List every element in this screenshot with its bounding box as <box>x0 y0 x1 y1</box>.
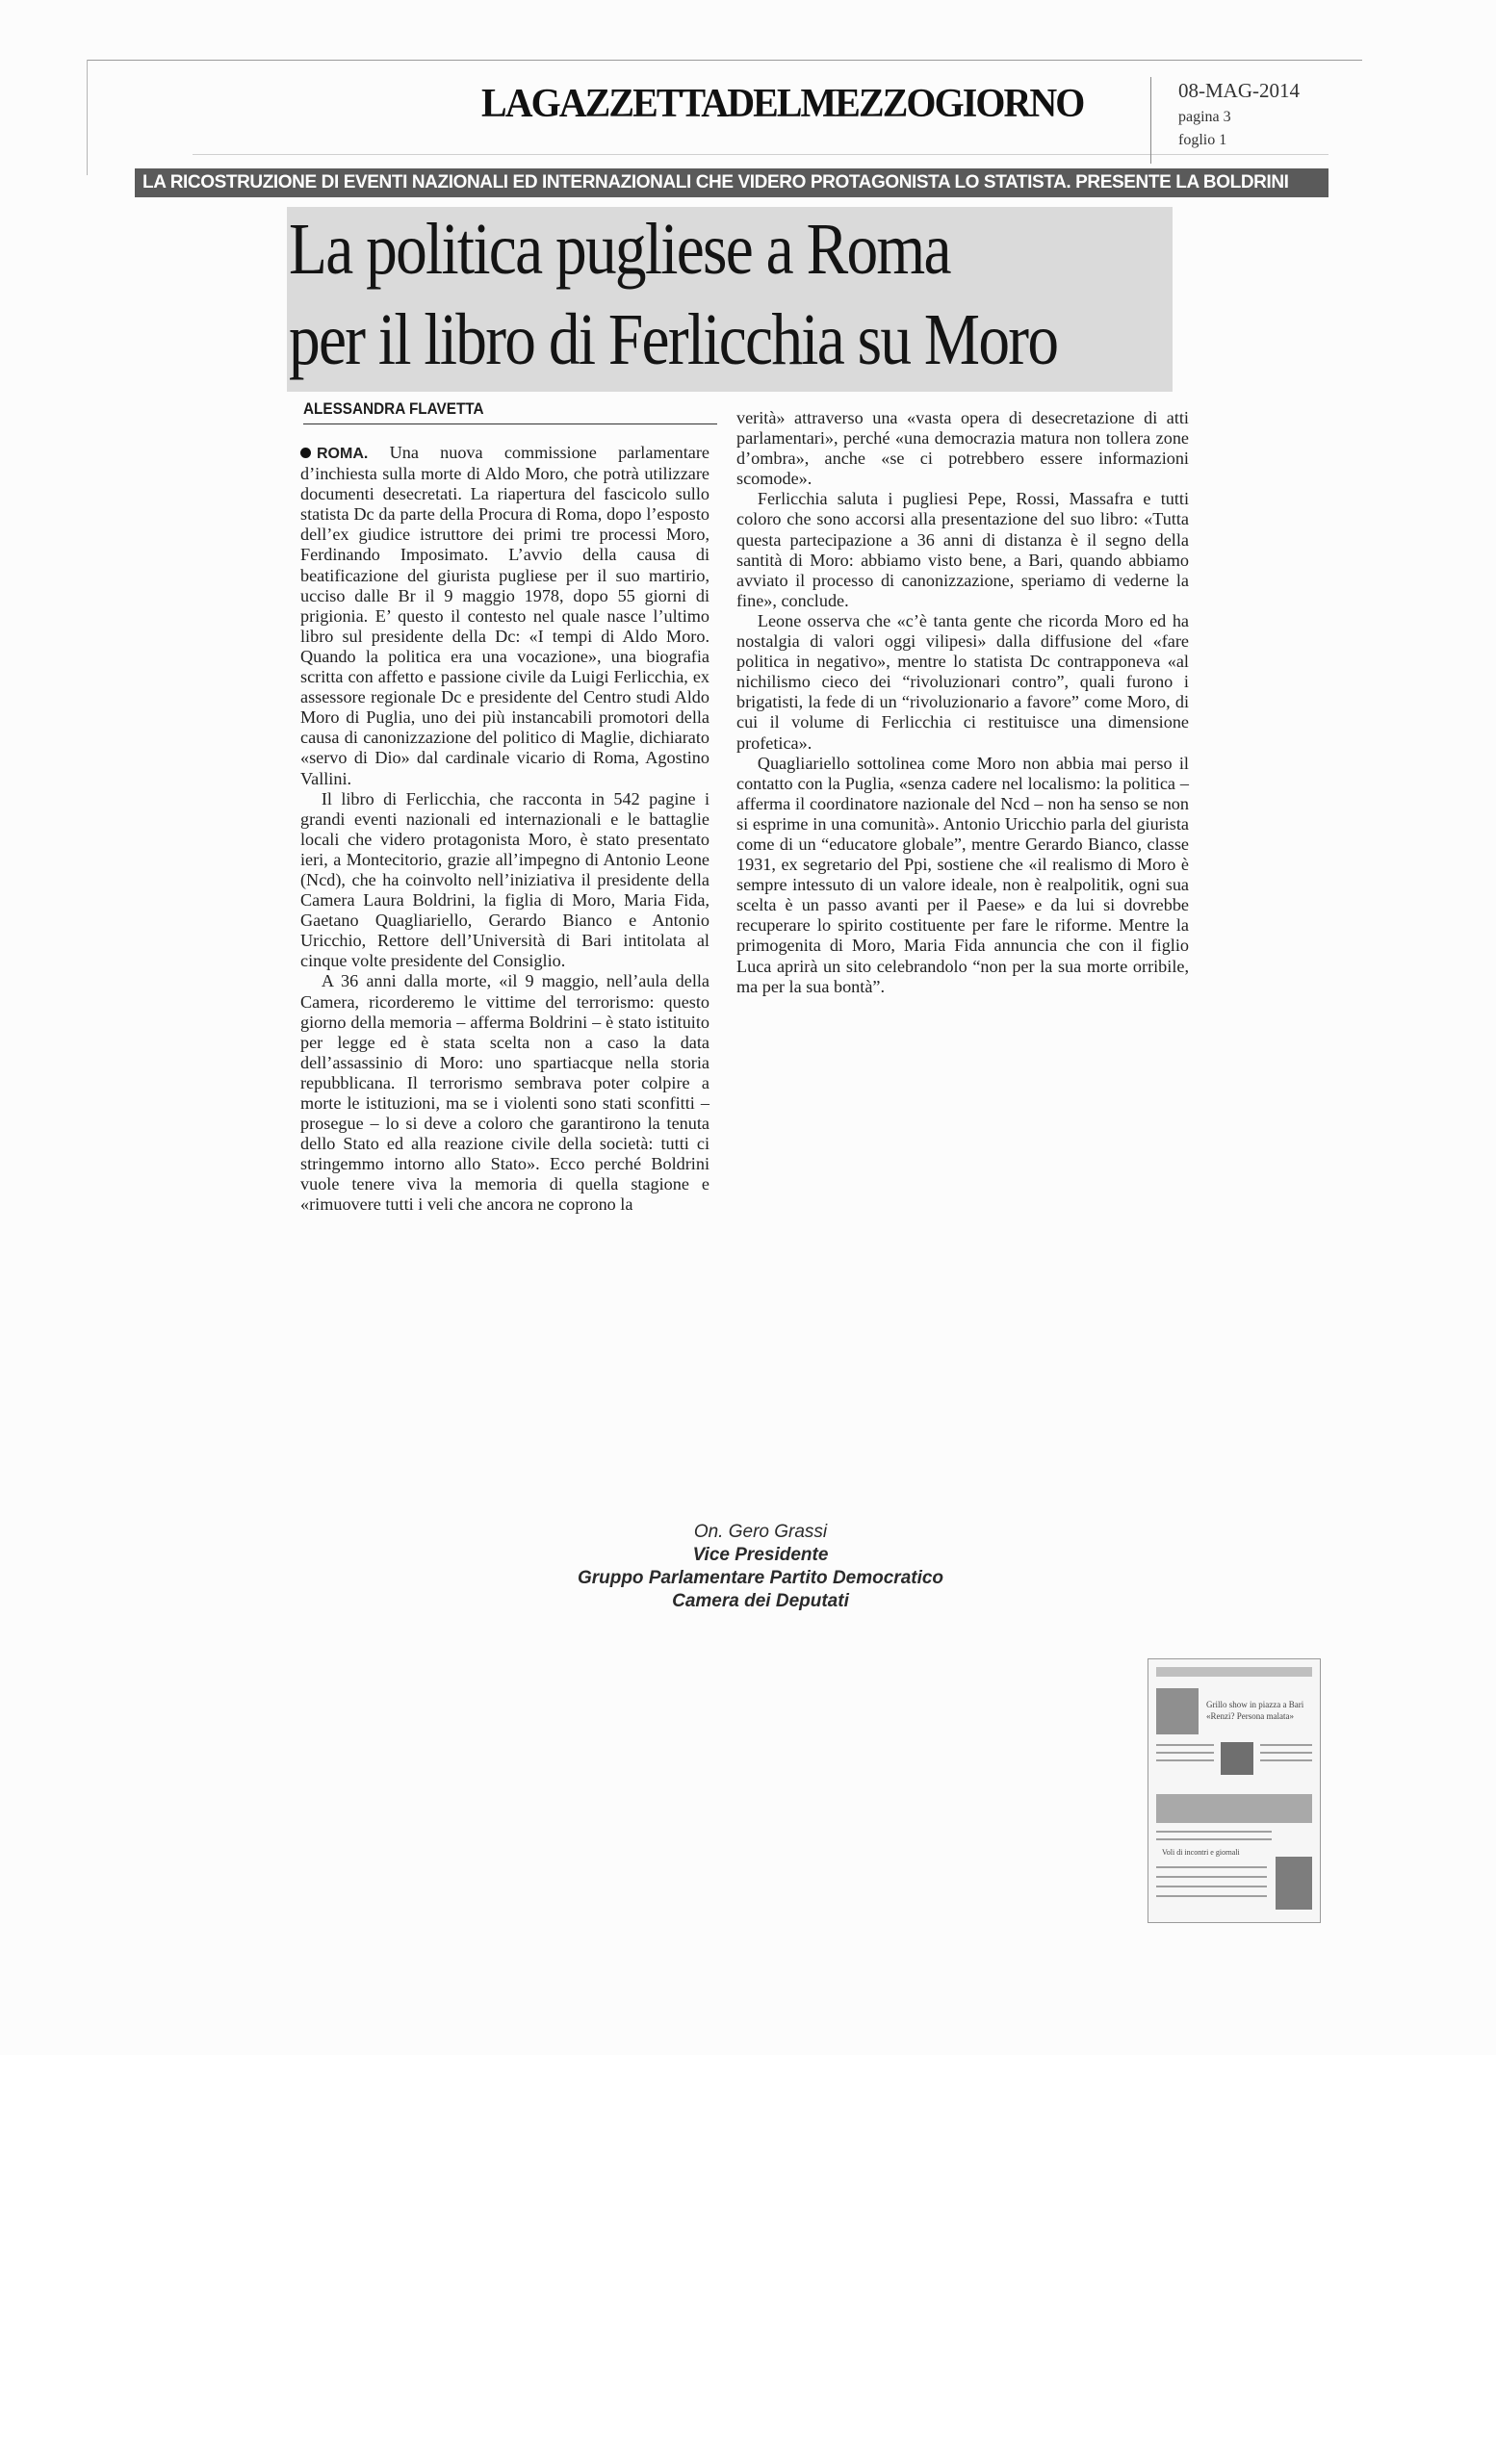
article-paragraph: verità» attraverso una «vasta opera di desecretazione di atti parlamentari», perché «una democrazia matura non tollera zone d’ombra», anche «se ci potrebbero essere informazioni scomode». <box>736 408 1189 489</box>
thumb-image <box>1221 1742 1253 1775</box>
thumb-footer-text: Voli di incontri e giornali <box>1162 1848 1240 1857</box>
thumb-headline-2: «Renzi? Persona malata» <box>1206 1711 1294 1721</box>
clipping-page: pagina 3 <box>1178 109 1231 125</box>
bullet-icon <box>300 448 311 458</box>
thumb-line <box>1156 1838 1272 1840</box>
article-paragraph: Quagliariello sottolinea come Moro non abbia mai perso il contatto con la Puglia, «senza cadere nel localismo: la politica – afferma il coordinatore nazionale del Ncd – non ha senso se non si esprime in una comunità». Antonio Uricchio parla del giurista come di un “educatore globale”, mentre Gerardo Bianco, classe 1931, ex segretario del Ppi, sostiene che «il realismo di Moro è sempre intessuto di un valore ideale, non è realpolitik, ogni sua scelta è un passo avanti per il Paese» e da lui si dovrebbe recuperare lo spirito costituente per fare le riforme. Mentre la primogenita di Moro, Maria Fida annuncia che con il figlio Luca aprirà un sito celebrandolo “non per la sua morte orribile, ma per la sua bontà”. <box>736 753 1189 996</box>
thumb-headline-1: Grillo show in piazza a Bari <box>1206 1700 1304 1709</box>
article-headline <box>289 204 1184 385</box>
signature-name: On. Gero Grassi <box>693 1522 828 1542</box>
header-rule <box>87 60 1362 61</box>
clipping-sheet: foglio 1 <box>1178 132 1227 148</box>
article-place: ROMA. <box>317 446 369 462</box>
thumb-masthead <box>1156 1667 1312 1677</box>
thumb-line <box>1156 1744 1214 1746</box>
signature-group: Gruppo Parlamentare Partito Democratico <box>577 1568 944 1588</box>
article-column-left <box>300 443 709 1216</box>
thumb-line <box>1156 1876 1267 1878</box>
thumb-line <box>1156 1886 1267 1887</box>
signature-role: Vice Presidente <box>692 1545 829 1565</box>
article-paragraph: A 36 anni dalla morte, «il 9 maggio, nell’aula della Camera, ricorderemo le vittime del terrorismo: questo giorno della memoria – afferma Boldrini – è stato istituito per legge ed è stata scelta non a caso la data dell’assassinio di Moro: uno spartiacque nella storia repubblicana. Il terrorismo sembrava poter colpire a morte le istituzioni, ma se i violenti sono stati sconfitti – prosegue – lo si deve a coloro che garantirono la tenuta dello Stato ed alla reazione civile della società: tutti ci stringemmo intorno allo Stato». Ecco perché Boldrini vuole tenere viva la memoria di quella stagione e «rimuovere tutti i veli che ancora ne coprono la <box>300 971 709 1215</box>
article-paragraph: Leone osserva che «c’è tanta gente che ricorda Moro ed ha nostalgia di valori oggi vilipesi» dalla diffusione del «fare politica in negativo», mentre lo statista Dc contrapponeva «al nichilismo cieco dei “rivoluzionari contro”, quali furono i brigatisti, la fede di un “rivoluzionario a favore” come Moro, di cui il volume di Ferlicchia ci restituisce una dimensione profetica». <box>736 610 1189 753</box>
headline-line-1: La politica pugliese a Roma <box>289 209 950 290</box>
article-kicker: LA RICOSTRUZIONE DI EVENTI NAZIONALI ED INTERNAZIONALI CHE VIDERO PROTAGONISTA LO STATISTA. PRESENTE LA BOLDRINI <box>135 168 1328 197</box>
article-paragraph: Il libro di Ferlicchia, che racconta in 542 pagine i grandi eventi nazionali ed internazionali e le battaglie locali che videro protagonista Moro, è stato presentato ieri, a Montecitorio, grazie all’impegno di Antonio Leone (Ncd), che ha coinvolto nell’iniziativa il presidente della Camera Laura Boldrini, la figlia di Moro, Maria Fida, Gaetano Quagliariello, Gerardo Bianco e Antonio Uricchio, Rettore dell’Università di Bari intitolata al cinque volte presidente del Consiglio. <box>300 788 709 971</box>
article-paragraph <box>300 443 709 789</box>
byline-author: ALESSANDRA FLAVETTA <box>303 399 484 418</box>
article-byline <box>303 399 717 424</box>
article-paragraph: Ferlicchia saluta i pugliesi Pepe, Rossi, Massafra e tutti coloro che sono accorsi alla presentazione del suo libro: «Tutta questa partecipazione a 36 anni di distanza è il segno della santità di Moro: abbiamo visto bene, a Bari, quando abbiamo avviato il processo di canonizzazione, speriamo di vederne la fine», conclude. <box>736 489 1189 610</box>
paragraph-text: Una nuova commissione parlamentare d’inchiesta sulla morte di Aldo Moro, che potrà utilizzare documenti desecretati. La riapertura del fascicolo sullo statista Dc da parte della Procura di Roma, dopo l’esposto dell’ex giudice istruttore dei primi tre processi Moro, Ferdinando Imposimato. L’avvio della causa di beatificazione del giurista pugliese per il suo martirio, ucciso dalle Br il 9 maggio 1978, dopo 55 giorni di prigionia. E’ questo il contesto nel quale nasce l’ultimo libro sul presidente della Dc: «I tempi di Aldo Moro. Quando la politica era una vocazione», una biografia scritta con affetto e passione civile da Luigi Ferlicchia, ex assessore regionale Dc e presidente del Centro studi Aldo Moro di Puglia, uno dei più instancabili promotori della causa di canonizzazione del politico di Maglie, dichiarato «servo di Dio» dal cardinale vicario di Roma, Agostino Vallini. <box>300 443 710 788</box>
thumb-line <box>1260 1759 1312 1761</box>
header-left-rule <box>87 60 88 175</box>
article-column-right <box>736 408 1189 997</box>
thumb-line <box>1156 1752 1214 1754</box>
thumb-line <box>1156 1759 1214 1761</box>
thumb-line <box>1156 1831 1272 1833</box>
headline-line-2: per il libro di Ferlicchia su Moro <box>289 299 1058 380</box>
thumb-line <box>1260 1744 1312 1746</box>
clipping-dateline <box>1150 77 1362 164</box>
front-page-thumbnail <box>1148 1658 1321 1923</box>
signature-institution: Camera dei Deputati <box>672 1591 849 1611</box>
thumb-portrait <box>1276 1857 1312 1910</box>
thumb-photo <box>1156 1688 1199 1734</box>
thumb-line <box>1260 1752 1312 1754</box>
thumb-line <box>1156 1866 1267 1868</box>
thumb-line <box>1156 1895 1267 1897</box>
clipping-date: 08-MAG-2014 <box>1178 79 1300 102</box>
signature-block <box>539 1521 982 1613</box>
thumb-banner <box>1156 1794 1312 1823</box>
newspaper-masthead: LAGAZZETTADELMEZZOGIORNO <box>481 82 1084 126</box>
